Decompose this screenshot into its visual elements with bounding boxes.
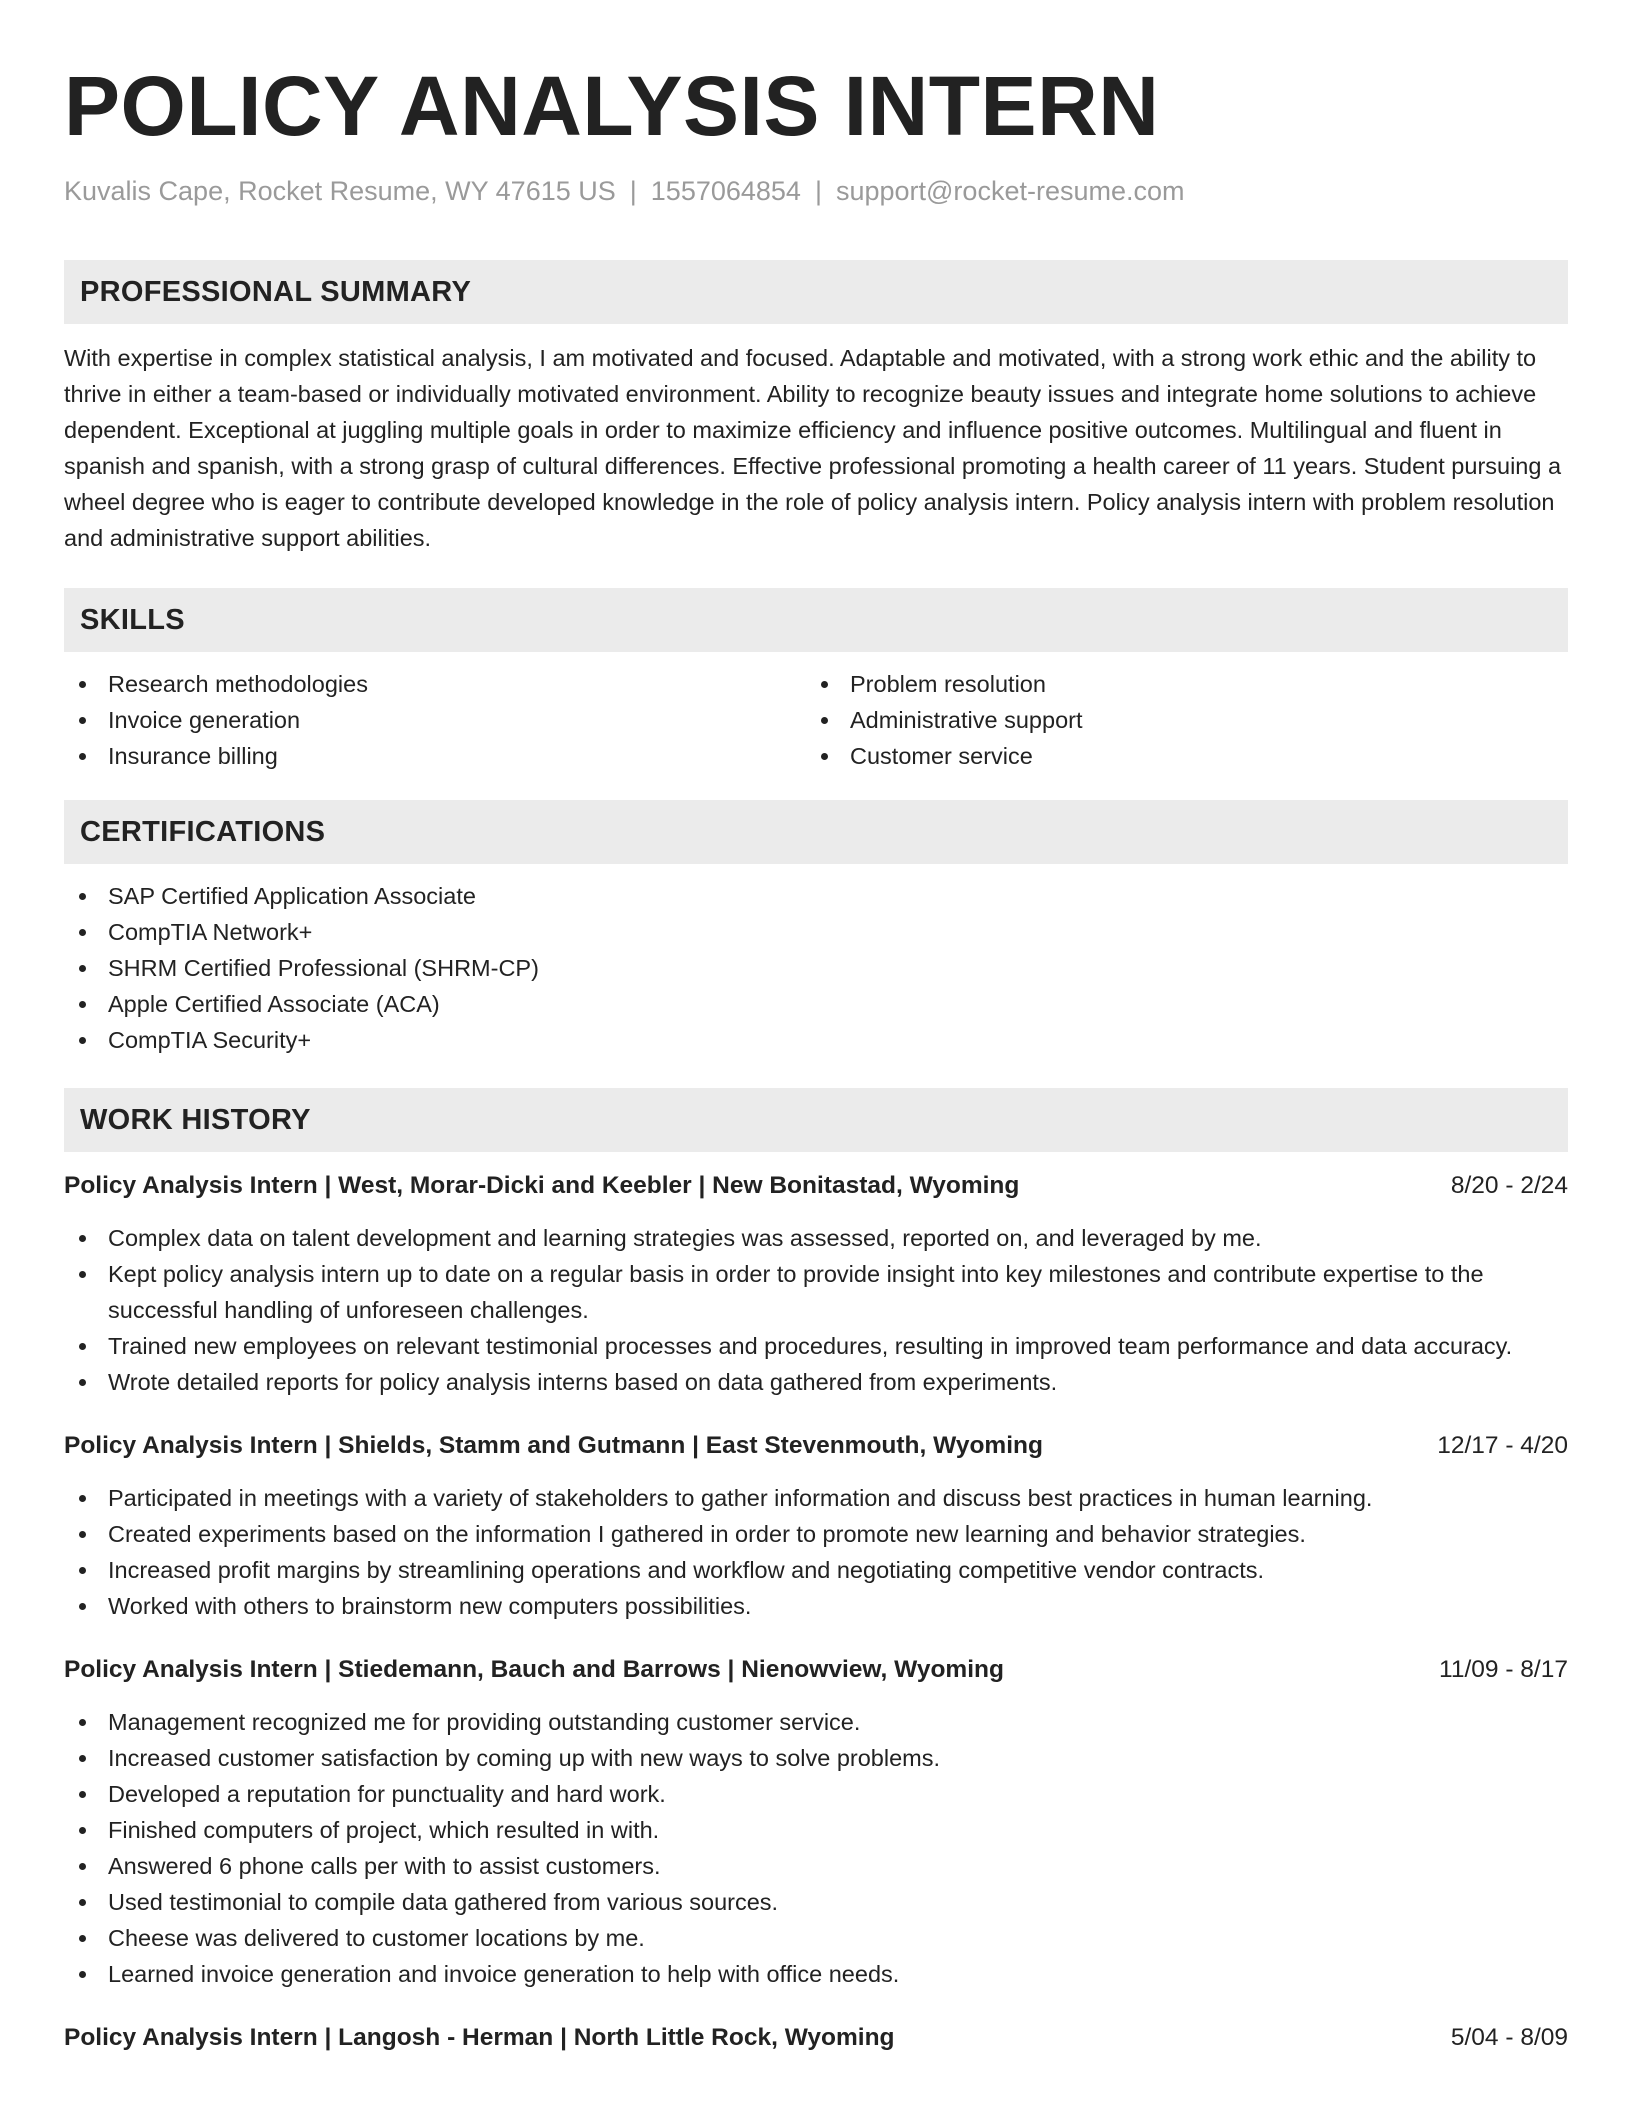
certifications-section [64,800,1568,1058]
job-bullet: Answered 6 phone calls per with to assist customers. [64,1848,1568,1884]
job-bullet: Complex data on talent development and learning strategies was assessed, reported on, and leveraged by me. [64,1220,1568,1256]
skills-grid [64,666,1568,774]
summary-section [64,260,1568,556]
job-header [64,1652,1568,1688]
job-bullet: Created experiments based on the information I gathered in order to promote new learning and behavior strategies. [64,1516,1568,1552]
skills-column-left [64,666,806,774]
job-bullets [64,1704,1568,1992]
job-dates: 12/17 - 4/20 [1437,1432,1568,1459]
resume-page [64,0,1568,2056]
certification-item: SAP Certified Application Associate [64,878,1568,914]
job-entry [64,1168,1568,1400]
skill-item: Customer service [806,738,1548,774]
job-header [64,1168,1568,1204]
certification-item: SHRM Certified Professional (SHRM-CP) [64,950,1568,986]
contact-email: support@rocket-resume.com [835,176,1185,206]
skill-item: Invoice generation [64,702,806,738]
job-title: Policy Analysis Intern | Shields, Stamm and Gutmann | East Stevenmouth, Wyoming [64,1432,1043,1459]
job-bullet: Management recognized me for providing outstanding customer service. [64,1704,1568,1740]
skill-item: Research methodologies [64,666,806,702]
job-bullet: Cheese was delivered to customer locations by me. [64,1920,1568,1956]
job-bullet: Kept policy analysis intern up to date on a regular basis in order to provide insight into key milestones and contribute expertise to the successful handling of unforeseen challenges. [64,1256,1568,1328]
job-entry [64,2020,1568,2056]
certifications-list [64,878,1568,1058]
candidate-name: POLICY ANALYSIS INTERN [64,59,1160,153]
job-bullet: Learned invoice generation and invoice generation to help with office needs. [64,1956,1568,1992]
job-entry [64,1652,1568,1992]
job-entry [64,1428,1568,1624]
job-bullet: Worked with others to brainstorm new computers possibilities. [64,1588,1568,1624]
contact-phone: 1557064854 [650,176,801,206]
skill-item: Insurance billing [64,738,806,774]
job-header [64,1428,1568,1464]
work-history-heading: WORK HISTORY [64,1088,1568,1152]
job-bullet: Increased profit margins by streamlining operations and workflow and negotiating competitive vendor contracts. [64,1552,1568,1588]
skill-item: Problem resolution [806,666,1548,702]
skill-item: Administrative support [806,702,1548,738]
job-header [64,2020,1568,2056]
certification-item: CompTIA Network+ [64,914,1568,950]
skills-heading: SKILLS [64,588,1568,652]
job-bullet: Increased customer satisfaction by coming up with new ways to solve problems. [64,1740,1568,1776]
certification-item: CompTIA Security+ [64,1022,1568,1058]
certifications-heading: CERTIFICATIONS [64,800,1568,864]
contact-address: Kuvalis Cape, Rocket Resume, WY 47615 US [64,176,616,206]
certification-item: Apple Certified Associate (ACA) [64,986,1568,1022]
contact-separator: | [629,176,637,206]
job-bullet: Participated in meetings with a variety of stakeholders to gather information and discuss best practices in human learning. [64,1480,1568,1516]
job-title: Policy Analysis Intern | Langosh - Herman | North Little Rock, Wyoming [64,2024,895,2051]
job-bullet: Finished computers of project, which resulted in with. [64,1812,1568,1848]
job-dates: 8/20 - 2/24 [1450,1172,1568,1199]
job-title: Policy Analysis Intern | Stiedemann, Bauch and Barrows | Nienowview, Wyoming [64,1656,1004,1683]
job-bullet: Trained new employees on relevant testimonial processes and procedures, resulting in improved team performance and data accuracy. [64,1328,1568,1364]
job-dates: 5/04 - 8/09 [1450,2024,1568,2051]
job-bullet: Used testimonial to compile data gathered from various sources. [64,1884,1568,1920]
job-title: Policy Analysis Intern | West, Morar-Dicki and Keebler | New Bonitastad, Wyoming [64,1172,1020,1199]
contact-separator: | [814,176,822,206]
summary-heading: PROFESSIONAL SUMMARY [64,260,1568,324]
skills-section [64,588,1568,774]
job-bullets [64,1480,1568,1624]
job-bullet: Developed a reputation for punctuality and hard work. [64,1776,1568,1812]
job-bullet: Wrote detailed reports for policy analysis interns based on data gathered from experiments. [64,1364,1568,1400]
job-dates: 11/09 - 8/17 [1439,1656,1568,1683]
skills-column-right [806,666,1548,774]
contact-line [64,174,1568,208]
summary-text: With expertise in complex statistical analysis, I am motivated and focused. Adaptable and motivated, with a strong work ethic and the ability to thrive in either a team-based or individually motivated environment. Ability to recognize beauty issues and integrate home solutions to achieve dependent. Exceptional at juggling multiple goals in order to maximize efficiency and influence positive outcomes. Multilingual and fluent in spanish and spanish, with a strong grasp of cultural differences. Effective professional promoting a health career of 11 years. Student pursuing a wheel degree who is eager to contribute developed knowledge in the role of policy analysis intern. Policy analysis intern with problem resolution and administrative support abilities. [64,345,1562,551]
job-bullets [64,1220,1568,1400]
work-history-section [64,1088,1568,2056]
